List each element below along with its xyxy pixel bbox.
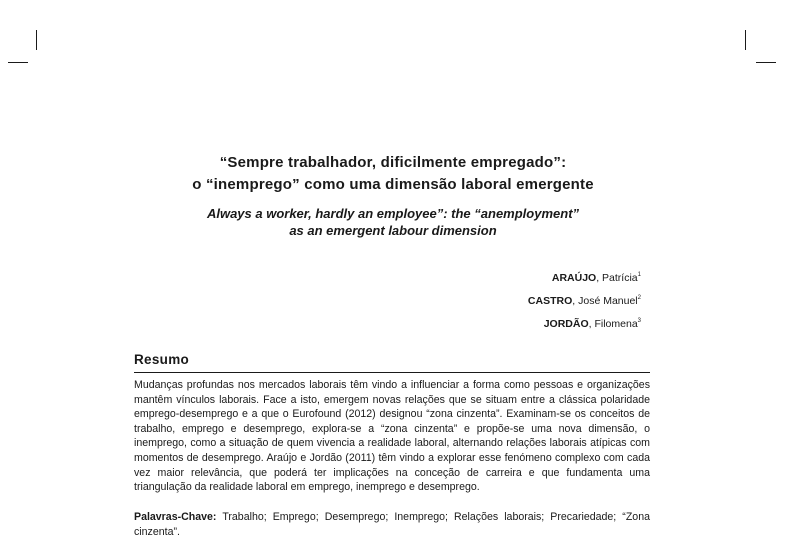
author-2: CASTRO, José Manuel$^2$ bbox=[527, 295, 641, 307]
author-2-affiliation: 2 bbox=[637, 295, 641, 301]
author-1-affiliation: 1 bbox=[637, 272, 641, 278]
crop-mark-top-right-vertical bbox=[745, 30, 746, 50]
keywords bbox=[134, 510, 650, 539]
author-3-given-name: Filomena bbox=[594, 318, 638, 330]
author-1-given-name: Patrícia bbox=[602, 272, 638, 284]
abstract-heading: Resumo bbox=[134, 352, 190, 367]
author-3-surname: JORDÃO bbox=[543, 318, 589, 330]
abstract-heading-rule bbox=[134, 372, 650, 373]
author-3-affiliation: 3 bbox=[637, 318, 641, 324]
author-3: JORDÃO, Filomena$^3$ bbox=[543, 318, 641, 330]
keywords-list: Trabalho; Emprego; Desemprego; Inemprego; Relações laborais; Precariedade; “Zona cinzenta”. bbox=[134, 511, 650, 538]
author-1: ARAÚJO, Patrícia$^1$ bbox=[551, 272, 641, 284]
paper-title-line-2: o “inemprego” como uma dimensão laboral emergente bbox=[192, 176, 594, 193]
keywords-label: Palavras-Chave: bbox=[134, 511, 217, 523]
author-1-surname: ARAÚJO bbox=[551, 272, 597, 284]
author-2-given-name: José Manuel bbox=[578, 295, 638, 307]
author-2-surname: CASTRO bbox=[527, 295, 573, 307]
paper-subtitle-line-1: Always a worker, hardly an employee”: the “anemployment” bbox=[206, 206, 580, 221]
crop-mark-top-left-horizontal bbox=[8, 62, 28, 63]
abstract-body: Mudanças profundas nos mercados laborais têm vindo a influenciar a forma como pessoas e organizações mantêm vínculos laborais. Face a isto, emergem novas relações que se situam entre a clássica polaridade emprego-desemprego e a que o Eurofound (2012) designou “zona cinzenta”. Examinam-se os conceitos de trabalho, emprego e desemprego, explora-se a “zona cinzenta” e propõe-se uma nova dimensão, o inemprego, como a situação de quem vivencia a realidade laboral, alternando relações laborais atípicas com momentos de desemprego. Araújo e Jordão (2011) têm vindo a explorar esse fenómeno complexo com cada vez maior relevância, que poderá ter implicações na conceção de carreira e que fundamenta uma triangulação da realidade laboral em emprego, inemprego e desemprego. bbox=[134, 379, 650, 494]
crop-mark-top-left-vertical bbox=[36, 30, 37, 50]
paper-subtitle-line-2: as an emergent labour dimension bbox=[289, 223, 497, 238]
paper-title-line-1: “Sempre trabalhador, dificilmente empregado”: bbox=[219, 154, 567, 171]
crop-mark-top-right-horizontal bbox=[756, 62, 776, 63]
